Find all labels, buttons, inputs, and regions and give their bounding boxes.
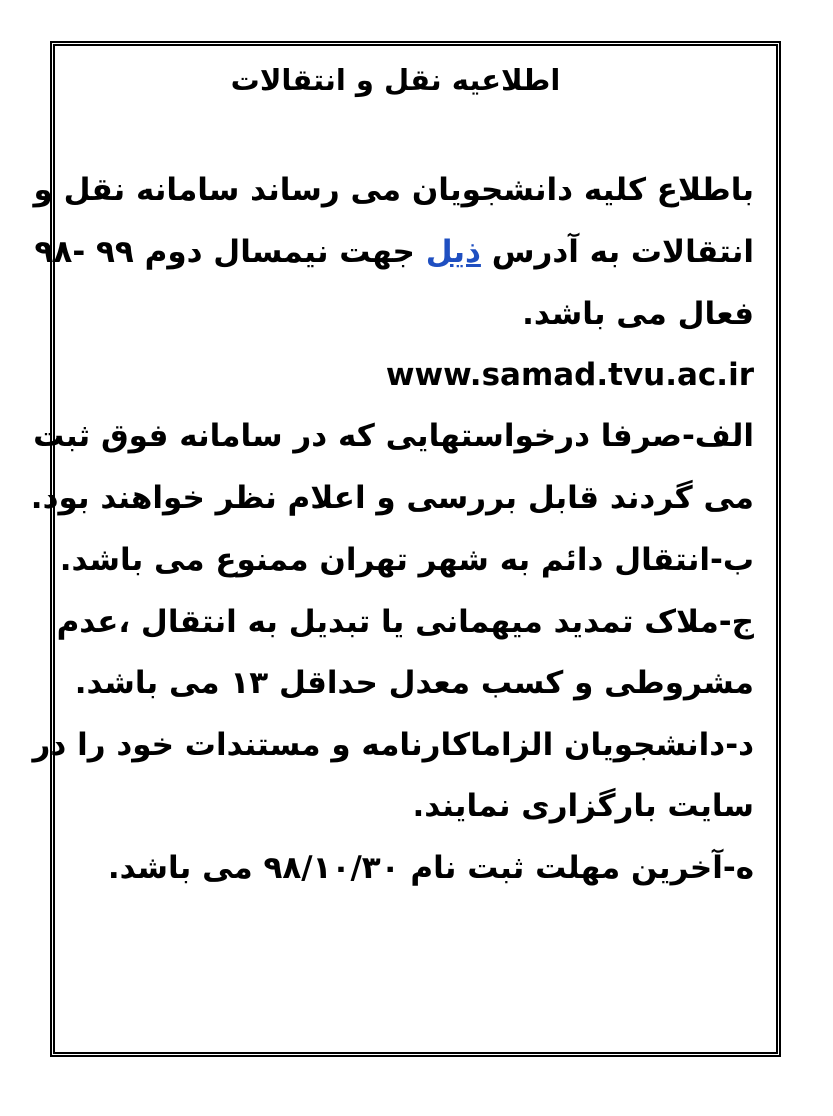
notice-body	[30, 46, 776, 1052]
intro-line-1: باطلاع کلیه دانشجویان می رساند سامانه نقل و	[33, 172, 754, 208]
notice-title: اطلاعیه نقل و انتقالات	[230, 63, 561, 97]
item-dal-line-1: د-دانشجویان الزاماکارنامه و مستندات خود را در	[32, 727, 754, 763]
intro-line-2-end: جهت نیمسال دوم ۹۹ -۹۸	[34, 234, 426, 270]
item-jim-line-2: مشروطی و کسب معدل حداقل ۱۳ می باشد.	[74, 665, 754, 701]
item-he: ه-آخرین مهلت ثبت نام ۹۸/۱۰/۳۰ می باشد.	[107, 850, 754, 886]
item-alef-line-2: می گردند قابل بررسی و اعلام نظر خواهند بود.	[30, 480, 754, 516]
item-jim-line-1: ج-ملاک تمدید میهمانی یا تبدیل به انتقال ،عدم	[56, 604, 754, 640]
item-be: ب-انتقال دائم به شهر تهران ممنوع می باشد.	[59, 542, 754, 578]
intro-line-2	[34, 230, 754, 274]
item-dal-line-2: سایت بارگزاری نمایند.	[412, 788, 754, 824]
notice-frame	[30, 41, 781, 1057]
item-alef-line-1: الف-صرفا درخواستهایی که در سامانه فوق ثبت	[33, 418, 754, 454]
intro-line-3: فعال می باشد.	[522, 296, 754, 332]
website-url[interactable]: www.samad.tvu.ac.ir	[385, 357, 754, 393]
address-link[interactable]: ذیل	[425, 234, 481, 270]
intro-line-2-start: انتقالات به آدرس	[480, 234, 754, 270]
